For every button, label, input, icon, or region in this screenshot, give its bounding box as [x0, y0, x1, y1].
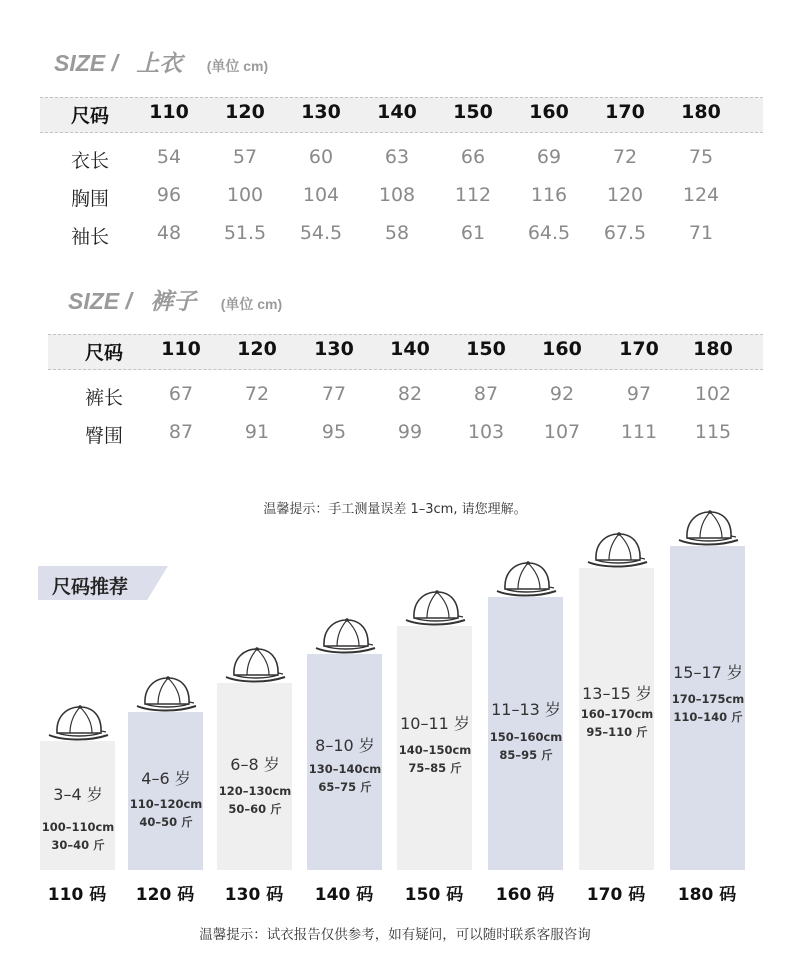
bar-height-weight [385, 741, 485, 777]
pants-row-value: 99 [397, 421, 423, 443]
baseball-cap-icon [677, 508, 739, 550]
cap-icon-wrap [224, 645, 286, 687]
bar-height-range: 120–130cm [218, 784, 292, 798]
pants-row-value: 102 [694, 383, 732, 405]
cap-icon-wrap [404, 588, 466, 630]
tops-row-value: 108 [378, 184, 416, 206]
bar-height-weight [476, 728, 576, 764]
tops-row-value: 67.5 [603, 222, 647, 244]
bar-age-range: 10–11 岁 [400, 714, 470, 733]
bar-age-range: 8–10 岁 [315, 736, 375, 755]
pants-header-size: 120 [237, 338, 277, 360]
tops-title [54, 45, 268, 78]
tops-row-value: 72 [612, 146, 638, 168]
tops-row-value: 100 [226, 184, 264, 206]
tops-row-value: 66 [460, 146, 486, 168]
bar-weight-range: 75–85 斤 [408, 761, 462, 775]
pants-header-size: 160 [542, 338, 582, 360]
pants-header-size: 110 [161, 338, 201, 360]
pants-row-value: 91 [244, 421, 270, 443]
size-bar [217, 683, 292, 870]
pants-title [68, 283, 282, 316]
size-bar [128, 712, 203, 870]
tops-header-size: 140 [377, 101, 417, 123]
pants-row-value: 97 [626, 383, 652, 405]
tops-header-size: 120 [225, 101, 265, 123]
bar-size-label: 120 码 [135, 885, 195, 905]
pants-title-size: SIZE / [68, 288, 132, 314]
baseball-cap-icon [495, 559, 557, 601]
baseball-cap-icon [135, 674, 197, 716]
baseball-cap-icon [47, 703, 109, 745]
footer-note: 温馨提示：试衣报告仅供参考，如有疑问，可以随时联系客服咨询 [199, 927, 591, 943]
tops-row-value: 69 [536, 146, 562, 168]
tops-row-label: 袖长 [70, 226, 109, 248]
tops-row-value: 48 [156, 222, 182, 244]
bar-size-label: 160 码 [495, 885, 555, 905]
tops-header-size: 170 [605, 101, 645, 123]
bar-height-range: 140–150cm [398, 743, 472, 757]
bar-weight-range: 50–60 斤 [228, 802, 282, 816]
tops-row-value: 112 [454, 184, 492, 206]
bar-size-label: 150 码 [404, 885, 464, 905]
tops-row-value: 120 [606, 184, 644, 206]
tops-row-value: 58 [384, 222, 410, 244]
bar-weight-range: 95–110 斤 [586, 725, 648, 739]
tops-row-value: 71 [688, 222, 714, 244]
pants-row-value: 87 [168, 421, 194, 443]
recommend-tag-label: 尺码推荐 [52, 576, 129, 598]
pants-unit: (单位 cm) [220, 296, 283, 312]
bar-age-range: 11–13 岁 [491, 700, 561, 719]
pants-row-value: 77 [321, 383, 347, 405]
bar-height-range: 160–170cm [580, 707, 654, 721]
bar-height-range: 110–120cm [129, 797, 203, 811]
pants-row-value: 111 [620, 421, 658, 443]
bar-age-range: 4–6 岁 [141, 769, 191, 788]
bar-height-weight [28, 818, 128, 854]
cap-icon-wrap [586, 530, 648, 572]
bar-height-range: 130–140cm [308, 762, 382, 776]
tops-row-value: 116 [530, 184, 568, 206]
pants-header-size: 180 [693, 338, 733, 360]
bar-weight-range: 30–40 斤 [51, 838, 105, 852]
tops-row-value: 51.5 [223, 222, 267, 244]
bar-height-weight [205, 782, 305, 818]
pants-row-value: 67 [168, 383, 194, 405]
tops-row-value: 96 [156, 184, 182, 206]
baseball-cap-icon [224, 645, 286, 687]
bar-size-label: 140 码 [314, 885, 374, 905]
bar-weight-range: 40–50 斤 [139, 815, 193, 829]
tops-header-size: 160 [529, 101, 569, 123]
tops-row-value: 60 [308, 146, 334, 168]
baseball-cap-icon [586, 530, 648, 572]
pants-row-value: 87 [473, 383, 499, 405]
tops-header-size: 110 [149, 101, 189, 123]
tops-header-size-label: 尺码 [70, 105, 109, 127]
tops-header-size: 150 [453, 101, 493, 123]
tops-header-size: 130 [301, 101, 341, 123]
tops-unit: (单位 cm) [206, 58, 269, 74]
bar-weight-range: 65–75 斤 [318, 780, 372, 794]
tops-row-label: 衣长 [70, 150, 109, 172]
bar-size-label: 170 码 [586, 885, 646, 905]
bar-weight-range: 85–95 斤 [499, 748, 553, 762]
cap-icon-wrap [495, 559, 557, 601]
bar-weight-range: 110–140 斤 [673, 710, 743, 724]
pants-header-size-label: 尺码 [84, 342, 123, 364]
cap-icon-wrap [677, 508, 739, 550]
bar-age-range: 6–8 岁 [230, 755, 280, 774]
tops-row-value: 54 [156, 146, 182, 168]
pants-header-size: 170 [619, 338, 659, 360]
pants-header-size: 140 [390, 338, 430, 360]
tops-row-value: 54.5 [299, 222, 343, 244]
bar-height-weight [116, 795, 216, 831]
bar-height-range: 150–160cm [489, 730, 563, 744]
bar-age-range: 13–15 岁 [582, 684, 652, 703]
pants-header-size: 130 [314, 338, 354, 360]
tops-row-label: 胸围 [70, 188, 109, 210]
pants-row-value: 95 [321, 421, 347, 443]
pants-header-size: 150 [466, 338, 506, 360]
baseball-cap-icon [404, 588, 466, 630]
tops-row-value: 104 [302, 184, 340, 206]
bar-size-label: 110 码 [47, 885, 107, 905]
bar-height-range: 170–175cm [671, 692, 745, 706]
tops-title-size: SIZE / [54, 50, 118, 76]
bar-age-range: 3–4 岁 [53, 785, 103, 804]
pants-row-value: 103 [467, 421, 505, 443]
pants-row-value: 82 [397, 383, 423, 405]
bar-height-weight [295, 760, 395, 796]
pants-row-value: 72 [244, 383, 270, 405]
bar-age-range: 15–17 岁 [673, 663, 743, 682]
pants-title-name: 裤子 [150, 288, 197, 314]
tops-title-name: 上衣 [136, 50, 183, 76]
tops-row-value: 124 [682, 184, 720, 206]
pants-row-label: 裤长 [84, 387, 123, 409]
bar-height-range: 100–110cm [41, 820, 115, 834]
baseball-cap-icon [314, 616, 376, 658]
tops-row-value: 63 [384, 146, 410, 168]
bar-size-label: 180 码 [677, 885, 737, 905]
tops-header-size: 180 [681, 101, 721, 123]
bar-height-weight [658, 690, 758, 726]
measure-note: 温馨提示：手工测量误差 1–3cm, 请您理解。 [263, 502, 527, 517]
pants-row-value: 107 [543, 421, 581, 443]
cap-icon-wrap [47, 703, 109, 745]
pants-row-label: 臀围 [84, 425, 123, 447]
tops-row-value: 57 [232, 146, 258, 168]
pants-row-value: 115 [694, 421, 732, 443]
tops-row-value: 75 [688, 146, 714, 168]
cap-icon-wrap [135, 674, 197, 716]
bar-size-label: 130 码 [224, 885, 284, 905]
pants-row-value: 92 [549, 383, 575, 405]
tops-row-value: 64.5 [527, 222, 571, 244]
tops-row-value: 61 [460, 222, 486, 244]
bar-height-weight [567, 705, 667, 741]
cap-icon-wrap [314, 616, 376, 658]
